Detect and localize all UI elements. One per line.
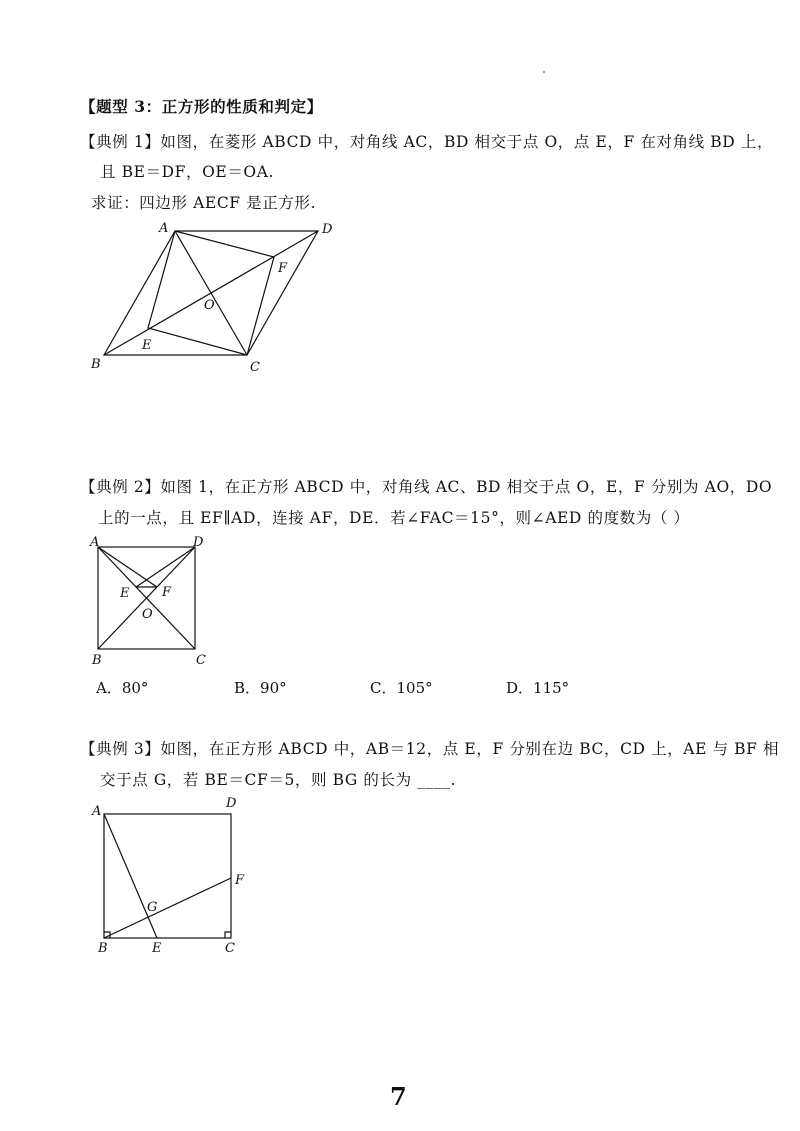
right-angle-mark-c [225, 932, 231, 938]
label-a: A [159, 221, 169, 236]
section-title: 【题型 3：正方形的性质和判定】 [80, 97, 323, 116]
label-b: B [98, 941, 108, 956]
segment-ae [104, 814, 157, 938]
example1-line1: 【典例 1】如图，在菱形 ABCD 中，对角线 AC，BD 相交于点 O，点 E，F 在对角线 BD 上， [80, 133, 774, 151]
label-f: F [162, 585, 172, 600]
example2-line1: 【典例 2】如图 1，在正方形 ABCD 中，对角线 AC、BD 相交于点 O，E，F 分别为 AO，DO [80, 478, 773, 496]
label-b: B [92, 653, 102, 668]
label-a: A [92, 804, 102, 819]
option-d[interactable]: D．115° [506, 679, 570, 697]
label-c: C [196, 653, 206, 668]
example3-line1: 【典例 3】如图，在正方形 ABCD 中，AB＝12，点 E，F 分别在边 BC，CD 上，AE 与 BF 相 [80, 740, 780, 758]
label-f: F [235, 873, 245, 888]
segment-bf [104, 878, 231, 938]
label-d: D [193, 535, 204, 550]
option-a[interactable]: A．80° [96, 679, 149, 697]
label-c: C [250, 360, 260, 375]
label-b: B [91, 357, 101, 372]
label-a: A [90, 535, 100, 550]
label-o: O [142, 607, 153, 622]
label-d: D [226, 796, 237, 811]
example3-line2: 交于点 G，若 BE＝CF＝5，则 BG 的长为 ____. [100, 771, 457, 789]
example1-line2: 且 BE＝DF，OE＝OA. [100, 163, 275, 181]
label-e: E [142, 338, 152, 353]
square-abcd [104, 814, 231, 938]
label-d: D [322, 222, 333, 237]
option-b[interactable]: B．90° [234, 679, 287, 697]
page-number: 7 [390, 1082, 407, 1111]
label-c: C [225, 941, 235, 956]
label-e: E [152, 941, 162, 956]
label-f: F [278, 261, 288, 276]
label-e: E [120, 586, 130, 601]
label-o: O [204, 298, 215, 313]
label-g: G [147, 900, 158, 915]
option-c[interactable]: C．105° [370, 679, 433, 697]
example1-line3: 求证：四边形 AECF 是正方形. [91, 194, 317, 212]
example2-line2: 上的一点，且 EF∥AD，连接 AF，DE．若∠FAC＝15°，则∠AED 的度数为（ ） [98, 509, 690, 527]
